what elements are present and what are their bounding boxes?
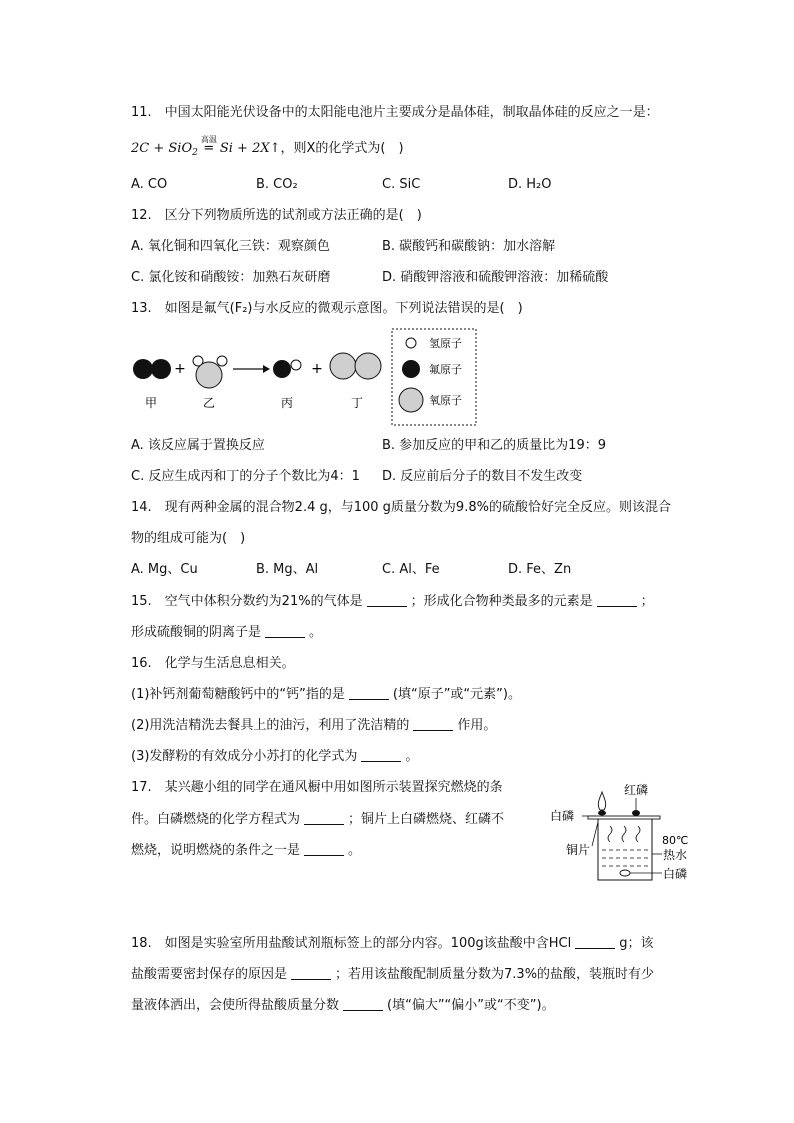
fig-steam-2 [622, 826, 626, 842]
q17-text-d: 。 [348, 843, 362, 858]
q17-text-b: ；铜片上白磷燃烧、红磷不 [348, 812, 505, 827]
q14-stem-line1: 14. 现有两种金属的混合物2.4 g，与100 g质量分数为9.8%的硫酸恰好完全反应。则该混合 [131, 500, 671, 515]
label-jia: 甲 [144, 396, 158, 410]
molecule-jia-atom-2 [151, 359, 171, 379]
q16-sub1-text-a: (1)补钙剂葡萄糖酸钙中的“钙”指的是 [131, 687, 345, 702]
q18-text-b: g；该 [619, 936, 654, 951]
molecule-yi-o [196, 362, 222, 388]
q15-blank-2[interactable] [597, 592, 637, 607]
q11-option-b: B. CO₂ [256, 177, 298, 192]
q18-blank-3[interactable] [343, 996, 383, 1011]
q18-text-c: 盐酸需要密封保存的原因是 [131, 967, 288, 982]
q17-text-a: 件。白磷燃烧的化学方程式为 [131, 812, 301, 827]
q14-option-a: A. Mg、Cu [131, 562, 198, 577]
q18-line3 [131, 996, 555, 1016]
fig-copper-leader [592, 822, 598, 846]
q17-line1: 17. 某兴趣小组的同学在通风橱中用如图所示装置探究燃烧的条 [131, 780, 503, 795]
q18-blank-1[interactable] [575, 934, 615, 949]
q15-line2 [131, 623, 322, 643]
legend-o-label: 氧原子 [429, 394, 462, 407]
molecule-bing-h [291, 360, 301, 370]
q15-blank-3[interactable] [265, 623, 305, 638]
legend-f-icon [402, 360, 420, 378]
q12-option-b: B. 碳酸钙和碳酸钠：加水溶解 [382, 239, 556, 254]
fig-label-white-p-bottom: 白磷 [663, 867, 688, 881]
legend-o-icon [399, 388, 423, 412]
q13-option-b: B. 参加反应的甲和乙的质量比为19：9 [382, 438, 606, 453]
fig-label-copper: 铜片 [566, 843, 591, 857]
q16-sub1 [131, 685, 521, 705]
label-ding: 丁 [350, 396, 364, 410]
q17-line3 [131, 841, 361, 861]
q18-text-a: 18. 如图是实验室所用盐酸试剂瓶标签上的部分内容。100g该盐酸中含HCl [131, 936, 572, 951]
plus-sign-1: + [174, 361, 186, 377]
q18-text-d: ；若用该盐酸配制质量分数为7.3%的盐酸，装瓶时有少 [335, 967, 655, 982]
q18-line2 [131, 965, 654, 985]
q17-text-c: 燃烧，说明燃烧的条件之一是 [131, 843, 301, 858]
q11-equation [131, 135, 404, 163]
fig-white-p-bottom-icon [620, 870, 630, 876]
molecule-ding-o-2 [355, 353, 381, 379]
fig-copper-plate [588, 816, 660, 819]
q17-blank-2[interactable] [304, 841, 344, 856]
q16-blank-3[interactable] [361, 747, 401, 762]
q14-stem-line2: 物的组成可能为( ) [131, 531, 246, 546]
q15-text-e: 。 [309, 625, 323, 640]
q15-line1 [131, 592, 654, 612]
q12-stem: 12. 区分下列物质所选的试剂或方法正确的是( ) [131, 208, 422, 223]
q15-text-d: 形成硫酸铜的阴离子是 [131, 625, 262, 640]
q14-option-b: B. Mg、Al [256, 562, 319, 577]
q13-stem: 13. 如图是氟气(F₂)与水反应的微观示意图。下列说法错误的是( ) [131, 301, 523, 316]
q13-reaction-diagram [125, 325, 485, 429]
fig-label-temp: 80℃ [662, 834, 689, 847]
molecule-bing-f [273, 360, 291, 378]
molecule-jia-atom-1 [133, 359, 153, 379]
reaction-arrow-head [263, 365, 270, 373]
fig-label-red-p: 红磷 [623, 783, 649, 797]
q14-option-c: C. Al、Fe [382, 562, 440, 577]
q11-eq-tail: ，则X的化学式为( ) [280, 141, 404, 156]
fig-steam-3 [636, 826, 640, 842]
q18-line1 [131, 934, 653, 954]
q15-text-b: ；形成化合物种类最多的元素是 [410, 594, 593, 609]
label-bing: 丙 [280, 396, 294, 410]
q17-blank-1[interactable] [304, 810, 344, 825]
fig-label-hot-water: 热水 [663, 848, 688, 862]
q16-sub2-text-b: 作用。 [457, 718, 497, 733]
q11-eq-right: Si + 2X↑ [219, 141, 281, 156]
q16-sub1-text-b: (填“原子”或“元素”)。 [392, 687, 521, 702]
fig-steam-1 [608, 826, 612, 842]
q13-option-d: D. 反应前后分子的数目不发生改变 [382, 469, 583, 484]
fig-red-p-icon [632, 810, 640, 816]
q11-option-d: D. H₂O [508, 177, 552, 192]
q17-line2 [131, 810, 504, 830]
q11-option-a: A. CO [131, 177, 168, 192]
q12-option-a: A. 氧化铜和四氧化三铁：观察颜色 [131, 239, 330, 254]
q15-blank-1[interactable] [367, 592, 407, 607]
legend-h-label: 氢原子 [429, 337, 462, 350]
q16-sub3 [131, 747, 418, 767]
q16-sub2 [131, 716, 496, 736]
q18-text-f: (填“偏大”“偏小”或“不变”)。 [387, 998, 555, 1013]
q15-text-a: 15. 空气中体积分数约为21%的气体是 [131, 594, 363, 609]
q11-stem: 11. 中国太阳能光伏设备中的太阳能电池片主要成分是晶体硅，制取晶体硅的反应之一是： [131, 105, 659, 120]
q12-option-c: C. 氯化铵和硝酸铵：加熟石灰研磨 [131, 270, 331, 285]
q16-sub3-text-b: 。 [405, 749, 419, 764]
q11-eq-cond-text: 高温 [200, 135, 217, 144]
q15-text-c: ； [640, 594, 654, 609]
molecule-yi-h-2 [217, 356, 227, 366]
molecule-ding-o-1 [330, 353, 356, 379]
q16-stem: 16. 化学与生活息息相关。 [131, 656, 295, 671]
q14-option-d: D. Fe、Zn [508, 562, 572, 577]
legend-f-label: 氟原子 [429, 363, 462, 376]
q16-sub2-text-a: (2)用洗洁精洗去餐具上的油污，利用了洗洁精的 [131, 718, 410, 733]
q18-text-e: 量液体洒出，会使所得盐酸质量分数 [131, 998, 340, 1013]
q17-combustion-apparatus [548, 776, 708, 888]
q13-option-a: A. 该反应属于置换反应 [131, 438, 265, 453]
q13-option-c: C. 反应生成丙和丁的分子个数比为4：1 [131, 469, 360, 484]
q11-option-c: C. SiC [382, 177, 421, 192]
q11-eq-left: 2C + SiO [131, 141, 193, 156]
q16-blank-1[interactable] [349, 685, 389, 700]
q16-blank-2[interactable] [413, 716, 453, 731]
q12-option-d: D. 硝酸钾溶液和硫酸钾溶液：加稀硫酸 [382, 270, 609, 285]
plus-sign-2: + [311, 361, 323, 377]
fig-label-white-p-top: 白磷 [550, 809, 575, 823]
legend-h-icon [406, 338, 416, 348]
q11-eq-condition: 高温 = [198, 139, 220, 159]
fig-flame-icon [598, 792, 605, 810]
label-yi: 乙 [202, 396, 216, 410]
fig-white-p-top-icon [598, 811, 606, 816]
q18-blank-2[interactable] [291, 965, 331, 980]
q11-eq-sub: 2 [192, 148, 198, 158]
q16-sub3-text-a: (3)发酵粉的有效成分小苏打的化学式为 [131, 749, 358, 764]
